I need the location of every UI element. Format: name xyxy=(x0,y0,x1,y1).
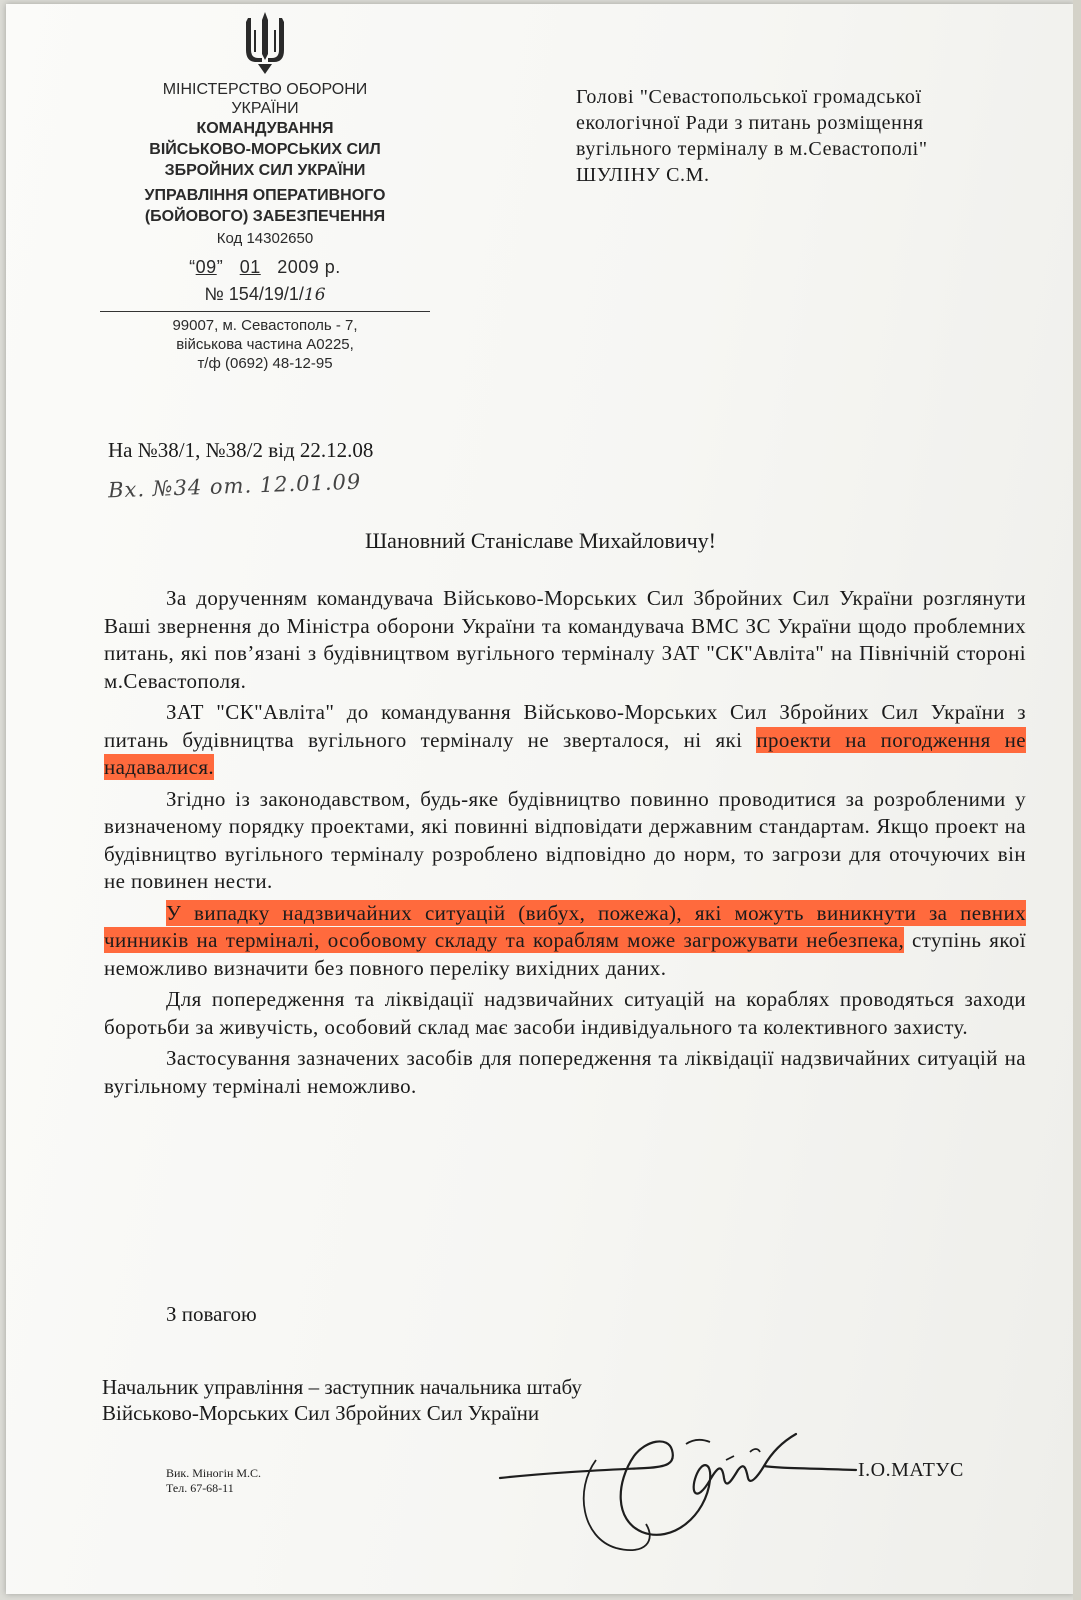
paragraph-6: Застосування зазначених засобів для попередження та ліквідації надзвичайних ситуацій на вугільному терміналі неможливо. xyxy=(104,1046,1026,1098)
recipient-block xyxy=(576,84,1046,188)
letter-number-prefix: № 154/19/1/ xyxy=(204,284,304,304)
department-line-2: (БОЙОВОГО) ЗАБЕЗПЕЧЕННЯ xyxy=(144,208,386,225)
paragraph-4-highlight: У випадку надзвичайних ситуацій (вибух, пожежа), які можуть виникнути за певних чинників на терміналі, особовому складу та кораблям може загрожувати небезпека, xyxy=(104,900,1026,952)
command-line-1: КОМАНДУВАННЯ xyxy=(196,120,334,137)
ministry-line-2: УКРАЇНИ xyxy=(231,100,299,117)
command-line-2: ВІЙСЬКОВО-МОРСЬКИХ СИЛ xyxy=(149,141,381,158)
date-day: 09 xyxy=(195,257,217,277)
address-line-1: 99007, м. Севастополь - 7, xyxy=(172,317,358,334)
ministry-line-1: МІНІСТЕРСТВО ОБОРОНИ xyxy=(162,81,368,98)
executor-info xyxy=(166,1466,261,1496)
letterhead-divider xyxy=(100,311,430,312)
paragraph-4-text: ступінь якої неможливо визначити без повного переліку вихідних даних. xyxy=(104,928,1026,980)
page-edge xyxy=(1073,0,1081,1600)
letter-date: “09” 01 2009 р. xyxy=(189,257,341,277)
address-line-3: т/ф (0692) 48-12-95 xyxy=(197,355,333,372)
handwritten-signature xyxy=(496,1420,866,1560)
paragraph-1: За дорученням командувача Військово-Морських Сил Збройних Сил України розглянути Ваші звернення до Міністра оборони України та командувача ВМС ЗС України щодо проблемних питань, які пов’язані з будівництвом вугільного терміналу ЗАТ "СК"Авліта" на Північній стороні м.Севастополя. xyxy=(104,586,1026,693)
trident-emblem-icon xyxy=(242,10,288,76)
paragraph-3: Згідно із законодавством, будь-яке будівництво повинно проводитися за розробленими у визначеному порядку проектами, які повинні відповідати державним стандартам. Якщо проект на будівництво вугільного терміналу розроблено відповідно до норм, то загрози для оточуючих він не повинен нести. xyxy=(104,786,1026,893)
recipient-line-4: ШУЛІНУ С.М. xyxy=(576,164,710,186)
executor-name: Вик. Мiногiн М.С. xyxy=(166,1466,262,1480)
signatory-title xyxy=(102,1374,822,1426)
recipient-line-3: вугільного терміналу в м.Севастополі" xyxy=(576,138,928,160)
date-year: 2009 р. xyxy=(277,257,341,277)
command-line-3: ЗБРОЙНИХ СИЛ УКРАЇНИ xyxy=(164,162,366,179)
letter-number-handwritten: 16 xyxy=(303,285,326,305)
paragraph-4 xyxy=(104,900,1026,983)
executor-phone: Тел. 67-68-11 xyxy=(166,1481,234,1495)
letter-body xyxy=(104,585,1026,1104)
paragraph-2 xyxy=(104,699,1026,782)
paragraph-2-text: ЗАТ "СК"Авліта" до командування Військово-Морських Сил Збройних Сил України з питань будівництва вугільного терміналу не зверталося, ні які xyxy=(104,700,1026,752)
recipient-line-2: екологічної Ради з питань розміщення xyxy=(576,112,924,134)
paragraph-2-highlight: проекти на погодження не надавалися. xyxy=(104,727,1026,779)
letter-number xyxy=(100,284,430,305)
reference-line: На №38/1, №38/2 від 22.12.08 xyxy=(108,438,374,462)
date-month: 01 xyxy=(239,257,261,277)
signatory-title-line-1: Начальник управління – заступник начальника штабу xyxy=(102,1375,582,1399)
closing-phrase: З повагою xyxy=(166,1302,257,1326)
letterhead xyxy=(100,10,430,373)
address-line-2: військова частина А0225, xyxy=(176,336,354,353)
organization-code: Код 14302650 xyxy=(216,230,314,247)
recipient-line-1: Голові "Севастопольської громадської xyxy=(576,86,922,108)
handwritten-incoming-note: Вх. №34 от. 12.01.09 xyxy=(107,469,362,503)
department-line-1: УПРАВЛІННЯ ОПЕРАТИВНОГО xyxy=(144,187,386,204)
paragraph-5: Для попередження та ліквідації надзвичайних ситуацій на кораблях проводяться заходи боротьби за живучість, особовий склад має засоби індивідуального та колективного захисту. xyxy=(104,987,1026,1039)
signatory-name: І.О.МАТУС xyxy=(858,1459,964,1481)
salutation: Шановний Станіславе Михайловичу! xyxy=(364,528,716,553)
signatory-title-line-2: Військово-Морських Сил Збройних Сил України xyxy=(102,1401,540,1425)
